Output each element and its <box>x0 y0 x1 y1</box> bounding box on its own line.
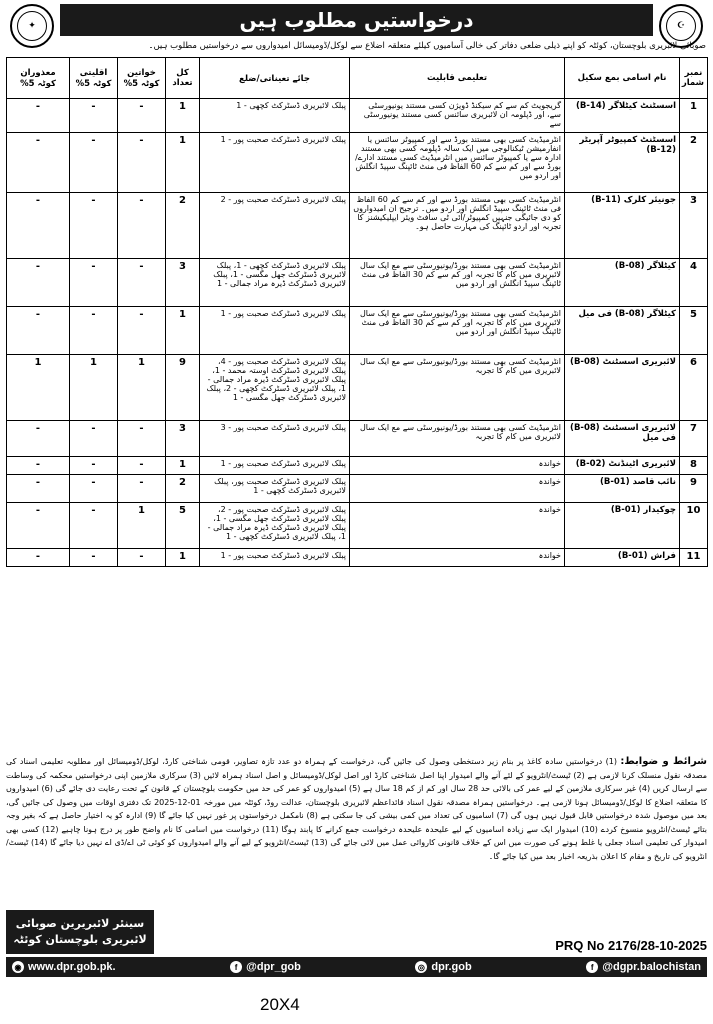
table-row <box>7 355 708 421</box>
cell-serial: 11 <box>680 549 708 567</box>
cell-total: 9 <box>166 355 200 421</box>
table-header-row <box>7 58 708 99</box>
signatory-line-2: لائبریری بلوچستان کوئٹہ <box>13 933 147 946</box>
cell-qualification: خواندہ <box>350 503 565 549</box>
vacancies-table <box>6 57 708 567</box>
cell-disabled-quota: - <box>7 475 70 503</box>
cell-qualification: گریجویٹ کم سے کم سیکنڈ ڈویژن کسی مستند یونیورسٹی سے، اور ڈپلومہ ان لائبریری سائنس کسی مستند یونیورسٹی سے <box>350 99 565 133</box>
table-row <box>7 259 708 307</box>
cell-women-quota: - <box>118 307 166 355</box>
cell-total: 1 <box>166 457 200 475</box>
table-row <box>7 133 708 193</box>
instagram-icon: ◎ <box>415 961 427 973</box>
table-row <box>7 475 708 503</box>
cell-post: کیٹلاگر (B-08) <box>565 259 680 307</box>
cell-location: پبلک لائبریری ڈسٹرکٹ صحبت پور - 1 <box>200 307 350 355</box>
cell-location: پبلک لائبریری ڈسٹرکٹ صحبت پور - 1 <box>200 457 350 475</box>
cell-minority-quota: - <box>70 99 118 133</box>
cell-location: پبلک لائبریری ڈسٹرکٹ صحبت پور - 1 <box>200 549 350 567</box>
cell-disabled-quota: 1 <box>7 355 70 421</box>
cell-total: 2 <box>166 193 200 259</box>
header-qualification: تعلیمی قابلیت <box>350 58 565 99</box>
facebook-twitter-icon: f <box>230 961 242 973</box>
cell-women-quota: - <box>118 99 166 133</box>
cell-total: 1 <box>166 307 200 355</box>
cell-disabled-quota: - <box>7 421 70 457</box>
cell-location: پبلک لائبریری ڈسٹرکٹ کچھی - 1 <box>200 99 350 133</box>
social-media-bar <box>6 957 707 977</box>
cell-post: جونیئر کلرک (B-11) <box>565 193 680 259</box>
logo-crest-icon: ☪ <box>666 11 696 41</box>
cell-disabled-quota: - <box>7 259 70 307</box>
cell-minority-quota: - <box>70 193 118 259</box>
ad-size-tag: 20X4 <box>260 995 300 1014</box>
instagram-text: dpr.gob <box>431 961 472 973</box>
cell-serial: 9 <box>680 475 708 503</box>
cell-qualification: انٹرمیڈیٹ کسی بھی مستند بورڈ/یونیورسٹی سے مع ایک سال لائبریری میں کام کا تجربہ اور کم سے کم 30 الفاظ فی منٹ ٹائپنگ سپیڈ انگلش اور اردو میں <box>350 307 565 355</box>
terms-body: (1) درخواستیں سادہ کاغذ پر بنام زیر دستخطی وصول کی جائیں گی، درخواست کے ہمراہ دو عدد تازہ تصاویر، قومی شناختی کارڈ، لوکل/ڈومیسائل اور مطلوبہ تعلیمی اسناد کی مصدقہ نقول منسلک کرنا لازمی ہے (2) ٹیسٹ/انٹرویو کے لئے آنے والے امیدوار اپنا اصل شناختی کارڈ اور اصل لوکل/ڈومیسائل و اصل اسناد ہمراہ لائیں (3) سرکاری ملازمین اپنی درخواستیں محکمہ کی وساطت سے ارسال کریں (4) غیر سرکاری ملازمین کے لیے عمر کی بالائی حد 28 سال اور کم از کم 18 سال ہے (5) امیدواروں کو عمر کی حد میں حکومت بلوچستان کے قانون کے تحت رعایت دی جائے گی (6) امیدواروں کا متعلقہ اضلاع کا لوکل/ڈومیسائل ہونا لازمی ہے۔ درخواستیں ہمراہ مصدقہ نقول اسناد قائداعظم لائبریری بلوچستان، عدالت روڈ، کوئٹہ میں مورخہ 01-12-2025 تک دفتری اوقات میں وصول کی جائیں گی، بعد میں موصول شدہ درخواستیں قابل قبول نہیں ہوں گی (7) اسامیوں کی تعداد میں کمی بیشی کی جا سکتی ہے (8) نامکمل درخواستوں پر غور نہیں کیا جائے گا (9) ادارہ کو یہ اختیار حاصل ہے کہ بغیر وجہ بتائے ٹیسٹ/انٹرویو منسوخ کردے (10) امیدوار ایک سے زیادہ اسامیوں کے لیے علیحدہ علیحدہ درخواست جمع کرانے کا پابند ہوگا (11) درخواست میں اسامی کا نام واضح طور پر درج ہونا چاہیے (12) کسی بھی امیدوار کی تعلیمی اسناد جعلی یا غلط ہونے کی صورت میں اس کے خلاف قانونی کاروائی عمل میں لائی جائے گی (13) ٹیسٹ/انٹرویو کے لیے آنے والے امیدواروں کو کوئی ٹی اے/ڈی اے نہیں دیا جائے گا (14) ٹیسٹ/انٹرویو کی تاریخ و مقام کا اعلان بذریعہ اخبار بعد میں کیا جائے گا۔ <box>6 757 708 861</box>
cell-location: پبلک لائبریری ڈسٹرکٹ صحبت پور - 4، پبلک لائبریری ڈسٹرکٹ اوستہ محمد - 1، پبلک لائبریری ڈسٹرکٹ ڈیرہ مراد جمالی - 1، پبلک لائبریری ڈسٹرکٹ کچھی - 2، پبلک لائبریری ڈسٹرکٹ جھل مگسی - 1 <box>200 355 350 421</box>
cell-total: 1 <box>166 99 200 133</box>
cell-qualification: خواندہ <box>350 475 565 503</box>
cell-women-quota: - <box>118 193 166 259</box>
instagram-link[interactable] <box>415 961 471 973</box>
website-text: www.dpr.gob.pk. <box>28 961 116 973</box>
cell-disabled-quota: - <box>7 549 70 567</box>
cell-serial: 4 <box>680 259 708 307</box>
cell-women-quota: 1 <box>118 503 166 549</box>
header-total: کل تعداد <box>166 58 200 99</box>
terms-and-conditions <box>6 755 707 863</box>
cell-total: 1 <box>166 133 200 193</box>
logo-emblem-icon: ✦ <box>17 11 47 41</box>
table-row <box>7 193 708 259</box>
cell-location: پبلک لائبریری ڈسٹرکٹ صحبت پور - 2، پبلک لائبریری ڈسٹرکٹ جھل مگسی - 1، پبلک لائبریری ڈسٹرکٹ ڈیرہ مراد جمالی - 1، پبلک لائبریری ڈسٹرکٹ کچھی - 1 <box>200 503 350 549</box>
website-link[interactable] <box>12 961 116 973</box>
cell-minority-quota: - <box>70 503 118 549</box>
table-row <box>7 99 708 133</box>
cell-minority-quota: - <box>70 259 118 307</box>
cell-location: پبلک لائبریری ڈسٹرکٹ صحبت پور - 1 <box>200 133 350 193</box>
cell-post: اسسٹنٹ کمپیوٹر آپریٹر (B-12) <box>565 133 680 193</box>
cell-qualification: انٹرمیڈیٹ کسی بھی مستند بورڈ/یونیورسٹی سے مع ایک سال لائبریری میں کام کا تجربہ <box>350 421 565 457</box>
cell-qualification: خواندہ <box>350 549 565 567</box>
department-logo-left <box>10 4 54 48</box>
cell-women-quota: 1 <box>118 355 166 421</box>
cell-women-quota: - <box>118 421 166 457</box>
header-women-quota: خواتین کوٹہ 5% <box>118 58 166 99</box>
cell-location: پبلک لائبریری ڈسٹرکٹ صحبت پور - 3 <box>200 421 350 457</box>
header-post: نام اسامی بمع سکیل <box>565 58 680 99</box>
cell-minority-quota: - <box>70 457 118 475</box>
facebook-link[interactable] <box>586 961 701 973</box>
header-serial: نمبر شمار <box>680 58 708 99</box>
cell-minority-quota: - <box>70 133 118 193</box>
cell-women-quota: - <box>118 259 166 307</box>
table-row <box>7 503 708 549</box>
terms-heading: شرائط و ضوابط: <box>620 756 708 767</box>
cell-minority-quota: - <box>70 307 118 355</box>
cell-women-quota: - <box>118 549 166 567</box>
cell-post: لائبریری اٹینڈنٹ (B-02) <box>565 457 680 475</box>
table-row <box>7 549 708 567</box>
page-title: درخواستیں مطلوب ہیں <box>60 4 653 36</box>
cell-post: چوکیدار (B-01) <box>565 503 680 549</box>
intro-text: صوبائی لائبریری بلوچستان، کوئٹہ کو اپنے ذیلی ضلعی دفاتر کی خالی آسامیوں کیلئے متعلقہ اضلاع سے لوکل/ڈومیسائل امیدواروں سے درخواستیں مطلوب ہیں۔ <box>148 41 706 51</box>
signatory-box <box>6 910 154 954</box>
cell-women-quota: - <box>118 475 166 503</box>
cell-serial: 5 <box>680 307 708 355</box>
cell-qualification: انٹرمیڈیٹ کسی بھی مستند بورڈ سے اور کمپیوٹر سائنس یا انفارمیشن ٹیکنالوجی میں ایک سالہ ڈپلومہ کسی بھی مستند ادارہ سے یا کمپیوٹر سائنس میں انٹرمیڈیٹ کسی مستند ادارے/بورڈ سے اور کم سے کم 60 الفاظ فی منٹ ٹائپنگ سپیڈ انگلش اور اردو میں <box>350 133 565 193</box>
cell-total: 1 <box>166 549 200 567</box>
cell-minority-quota: - <box>70 421 118 457</box>
cell-location: پبلک لائبریری ڈسٹرکٹ صحبت پور - 2 <box>200 193 350 259</box>
cell-qualification: خواندہ <box>350 457 565 475</box>
cell-post: کیٹلاگر (B-08) فی میل <box>565 307 680 355</box>
cell-qualification: انٹرمیڈیٹ کسی بھی مستند بورڈ سے اور کم سے کم 60 الفاظ فی منٹ ٹائپنگ سپیڈ انگلش اور اردو میں۔ ترجیح ان امیدواروں کو دی جائیگی جنہیں کمپیوٹر/آئی ٹی سافٹ ویئر ایپلیکیشنز کا تجربہ اور اردو ٹائپنگ کی مہارت حاصل ہو۔ <box>350 193 565 259</box>
globe-icon: ◉ <box>12 961 24 973</box>
cell-minority-quota: - <box>70 475 118 503</box>
cell-serial: 8 <box>680 457 708 475</box>
twitter-text: @dpr_gob <box>246 961 301 973</box>
cell-serial: 10 <box>680 503 708 549</box>
cell-serial: 6 <box>680 355 708 421</box>
facebook-icon: f <box>586 961 598 973</box>
cell-women-quota: - <box>118 133 166 193</box>
table-row <box>7 457 708 475</box>
header-minority-quota: اقلیتی کوٹہ 5% <box>70 58 118 99</box>
cell-serial: 2 <box>680 133 708 193</box>
cell-minority-quota: 1 <box>70 355 118 421</box>
cell-location: پبلک لائبریری ڈسٹرکٹ صحبت پور، پبلک لائبریری ڈسٹرکٹ کچھی - 1 <box>200 475 350 503</box>
cell-total: 5 <box>166 503 200 549</box>
cell-total: 3 <box>166 421 200 457</box>
cell-minority-quota: - <box>70 549 118 567</box>
prq-number: PRQ No 2176/28-10-2025 <box>555 938 707 953</box>
cell-disabled-quota: - <box>7 193 70 259</box>
cell-disabled-quota: - <box>7 457 70 475</box>
cell-disabled-quota: - <box>7 133 70 193</box>
cell-post: فراش (B-01) <box>565 549 680 567</box>
cell-post: نائب قاصد (B-01) <box>565 475 680 503</box>
cell-disabled-quota: - <box>7 99 70 133</box>
facebook-text: @dgpr.balochistan <box>602 961 701 973</box>
header-disabled-quota: معذوران کوٹہ 5% <box>7 58 70 99</box>
cell-disabled-quota: - <box>7 307 70 355</box>
cell-disabled-quota: - <box>7 503 70 549</box>
cell-total: 3 <box>166 259 200 307</box>
cell-post: لائبریری اسسٹنٹ (B-08) فی میل <box>565 421 680 457</box>
twitter-link[interactable] <box>230 961 301 973</box>
cell-serial: 3 <box>680 193 708 259</box>
cell-total: 2 <box>166 475 200 503</box>
cell-serial: 1 <box>680 99 708 133</box>
table-row <box>7 307 708 355</box>
table-row <box>7 421 708 457</box>
cell-post: اسسٹنٹ کیٹلاگر (B-14) <box>565 99 680 133</box>
signatory-line-1: سینئر لائبریرین صوبائی <box>15 917 145 930</box>
cell-qualification: انٹرمیڈیٹ کسی بھی مستند بورڈ/یونیورسٹی سے مع ایک سال لائبریری میں کام کا تجربہ <box>350 355 565 421</box>
header-location: جائے تعیناتی/ضلع <box>200 58 350 99</box>
cell-post: لائبریری اسسٹنٹ (B-08) <box>565 355 680 421</box>
cell-women-quota: - <box>118 457 166 475</box>
cell-qualification: انٹرمیڈیٹ کسی بھی مستند بورڈ/یونیورسٹی سے مع ایک سال لائبریری میں کام کا تجربہ اور کم سے کم 30 الفاظ فی منٹ ٹائپنگ سپیڈ انگلش اور اردو میں <box>350 259 565 307</box>
cell-serial: 7 <box>680 421 708 457</box>
cell-location: پبلک لائبریری ڈسٹرکٹ کچھی - 1، پبلک لائبریری ڈسٹرکٹ جھل مگسی - 1، پبلک لائبریری ڈسٹرکٹ ڈیرہ مراد جمالی - 1 <box>200 259 350 307</box>
